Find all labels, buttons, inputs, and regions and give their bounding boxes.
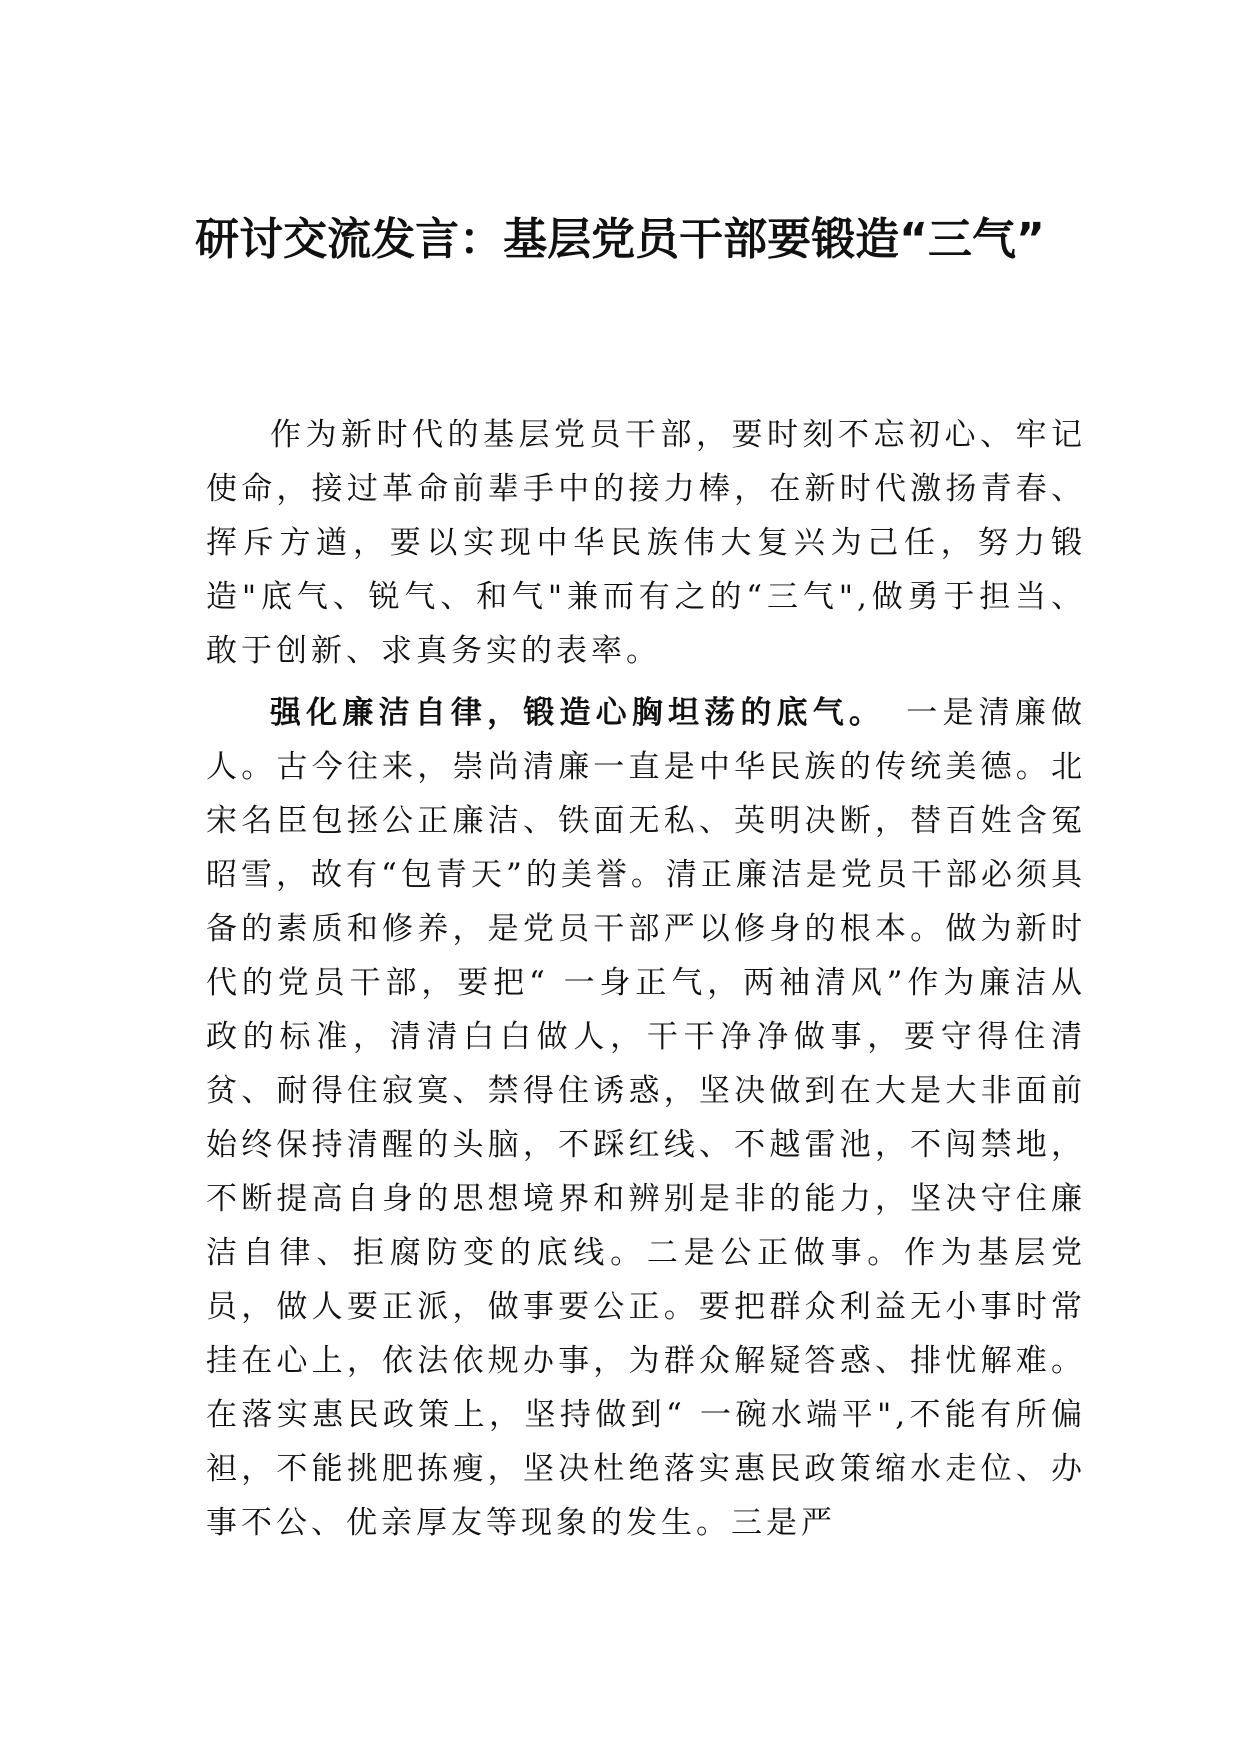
intro-paragraph: 作为新时代的基层党员干部，要时刻不忘初心、牢记使命，接过革命前辈手中的接力棒，在新时代激扬青春、挥斥方遒，要以实现中华民族伟大复兴为己任，努力锻造"底气、锐气、和气"兼而有之的“三气",做勇于担当、敢于创新、求真务实的表率。 (206, 417, 1086, 669)
document-title: 研讨交流发言：基层党员干部要锻造“三气” (195, 214, 1045, 265)
section-heading-integrity: 强化廉洁自律，锻造心胸坦荡的底气。 (270, 695, 886, 731)
section-paragraph-integrity (206, 686, 1086, 1550)
section-body-integrity: 一是清廉做人。古今往来，崇尚清廉一直是中华民族的传统美德。北宋名臣包拯公正廉洁、铁面无私、英明决断，替百姓含冤昭雪，故有“包青天”的美誉。清正廉洁是党员干部必须具备的素质和修养，是党员干部严以修身的根本。做为新时代的党员干部，要把“ 一身正气，两袖清风”作为廉洁从政的标准，清清白白做人，干干净净做事，要守得住清贫、耐得住寂寞、禁得住诱惑，坚决做到在大是大非面前始终保持清醒的头脑，不踩红线、不越雷池，不闯禁地，不断提高自身的思想境界和辨别是非的能力，坚决守住廉洁自律、拒腐防变的底线。二是公正做事。作为基层党员，做人要正派，做事要公正。要把群众利益无小事时常挂在心上，依法依规办事，为群众解疑答惑、排忧解难。在落实惠民政策上，坚持做到“ 一碗水端平",不能有所偏袒，不能挑肥拣瘦，坚决杜绝落实惠民政策缩水走位、办事不公、优亲厚友等现象的发生。三是严 (206, 695, 1087, 1541)
